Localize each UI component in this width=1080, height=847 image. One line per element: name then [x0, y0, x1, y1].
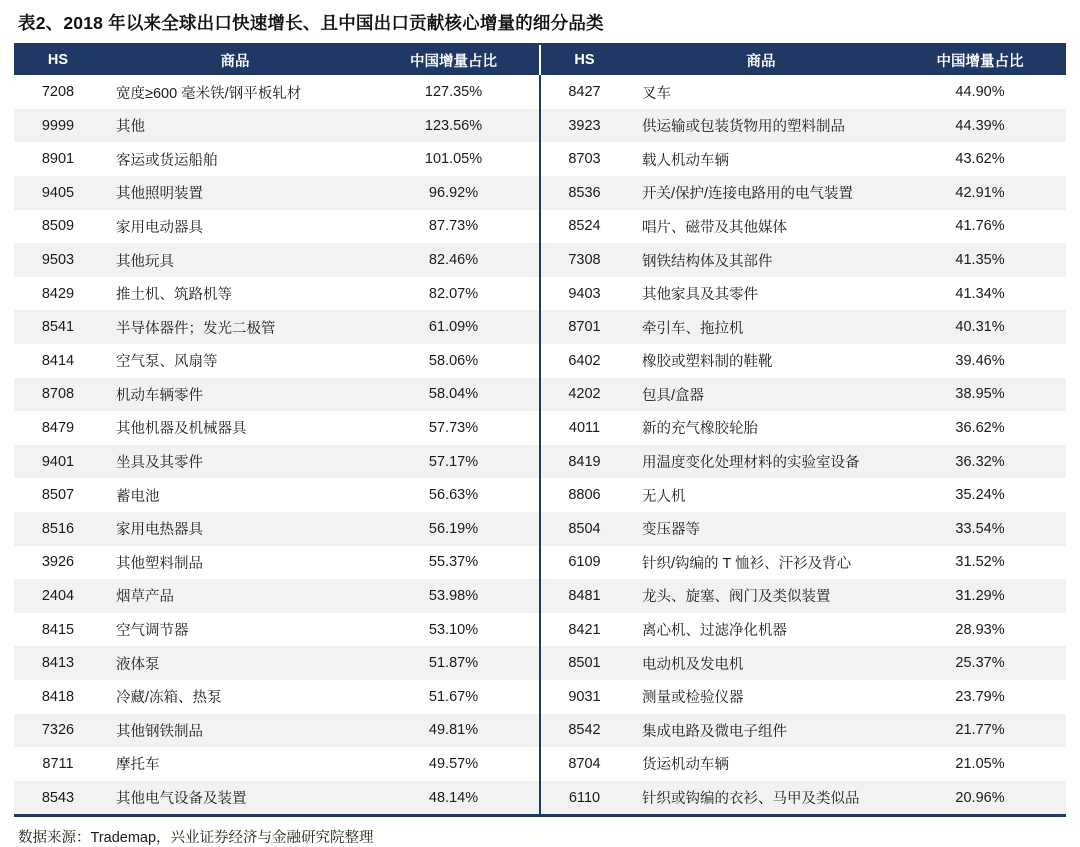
- cell-share-right: 38.95%: [894, 378, 1066, 412]
- cell-goods-left: 坐具及其零件: [102, 445, 368, 479]
- cell-share-left: 49.57%: [428, 755, 479, 772]
- cell-hs-right: 8536: [540, 176, 628, 210]
- cell-goods-right: 叉车: [642, 85, 671, 102]
- cell-hs-left: 9999: [14, 109, 102, 143]
- cell-hs-right: 4011: [540, 411, 628, 445]
- cell-hs-right: 6402: [540, 344, 628, 378]
- cell-share-right: 31.29%: [894, 579, 1066, 613]
- table-row: [14, 445, 1066, 479]
- table-header-row: [14, 45, 1066, 75]
- export-categories-table: [14, 45, 1066, 814]
- cell-share-left: 82.07%: [428, 285, 479, 302]
- cell-share-right: 33.54%: [894, 512, 1066, 546]
- cell-hs-right: 3923: [540, 109, 628, 143]
- cell-hs-right: 6109: [540, 546, 628, 580]
- cell-share-right: 39.46%: [955, 352, 1005, 369]
- cell-hs-left: 7326: [14, 714, 102, 748]
- cell-hs-left: 8543: [14, 781, 102, 815]
- cell-goods-right: 开关/保护/连接电路用的电气装置: [628, 176, 894, 210]
- cell-goods-right: 新的充气橡胶轮胎: [642, 421, 758, 438]
- cell-goods-right: 针织/钩编的 T 恤衫、汗衫及背心: [642, 555, 852, 572]
- cell-share-left: 123.56%: [368, 109, 540, 143]
- cell-goods-right: 离心机、过滤净化机器: [642, 623, 787, 640]
- table-row: [14, 142, 1066, 176]
- cell-share-left: 57.73%: [428, 419, 479, 436]
- cell-goods-left: 半导体器件；发光二极管: [102, 310, 368, 344]
- cell-hs-left: 9503: [14, 243, 102, 277]
- cell-share-left: 51.87%: [368, 646, 540, 680]
- table-row: [14, 546, 1066, 580]
- cell-goods-left: 其他电气设备及装置: [102, 781, 368, 815]
- cell-share-right: 40.31%: [894, 310, 1066, 344]
- cell-share-left: 51.67%: [428, 688, 479, 705]
- cell-hs-right: 8701: [540, 310, 628, 344]
- cell-hs-left: 8509: [41, 218, 75, 235]
- cell-goods-right: 电动机及发电机: [628, 646, 894, 680]
- table-row: [14, 378, 1066, 412]
- column-header-goods-right: 商品: [628, 45, 894, 75]
- table-header: [14, 45, 1066, 75]
- cell-share-right: 41.76%: [955, 218, 1005, 235]
- cell-hs-right: 7308: [540, 243, 628, 277]
- cell-hs-left: 8414: [41, 352, 75, 369]
- cell-goods-right: 供运输或包装货物用的塑料制品: [628, 109, 894, 143]
- cell-hs-left: 9401: [14, 445, 102, 479]
- cell-hs-left: 8415: [41, 621, 75, 638]
- source-note: 数据来源：Trademap，兴业证券经济与金融研究院整理: [18, 829, 374, 846]
- table-row: [14, 579, 1066, 613]
- cell-goods-left: 其他机器及机械器具: [116, 421, 247, 438]
- cell-hs-right: 8419: [540, 445, 628, 479]
- cell-hs-left: 8516: [14, 512, 102, 546]
- cell-share-left: 127.35%: [424, 84, 483, 101]
- table-row: [14, 344, 1066, 378]
- cell-hs-left: 3926: [41, 554, 75, 571]
- table-row: [14, 747, 1066, 781]
- table-row: [14, 613, 1066, 647]
- cell-share-right: 44.39%: [894, 109, 1066, 143]
- table-body: [14, 75, 1066, 814]
- cell-share-left: 87.73%: [428, 218, 479, 235]
- column-header-hs-left: HS: [14, 45, 102, 75]
- cell-share-left: 55.37%: [428, 554, 479, 571]
- cell-share-right: 21.05%: [955, 755, 1005, 772]
- cell-goods-right: 无人机: [642, 488, 686, 505]
- cell-share-left: 49.81%: [368, 714, 540, 748]
- cell-share-right: 44.90%: [955, 84, 1005, 101]
- cell-goods-left: 其他塑料制品: [116, 555, 203, 572]
- cell-goods-right: 用温度变化处理材料的实验室设备: [628, 445, 894, 479]
- table-row: [14, 646, 1066, 680]
- table-row: [14, 781, 1066, 815]
- cell-goods-right: 其他家具及其零件: [642, 287, 758, 304]
- cell-share-left: 56.19%: [368, 512, 540, 546]
- cell-share-left: 48.14%: [368, 781, 540, 815]
- page-title: 表2、2018 年以来全球出口快速增长、且中国出口贡献核心增量的细分品类: [18, 13, 604, 33]
- cell-share-right: 42.91%: [894, 176, 1066, 210]
- cell-hs-left: 8901: [41, 151, 75, 168]
- cell-share-left: 56.63%: [428, 487, 479, 504]
- cell-goods-left: 其他: [102, 109, 368, 143]
- cell-goods-left: 客运或货运船舶: [116, 152, 218, 169]
- cell-goods-right: 变压器等: [628, 512, 894, 546]
- table-row: [14, 512, 1066, 546]
- cell-share-left: 53.10%: [428, 621, 479, 638]
- cell-goods-right: 集成电路及微电子组件: [628, 714, 894, 748]
- cell-hs-left: 8418: [41, 688, 75, 705]
- cell-share-right: 28.93%: [955, 621, 1005, 638]
- cell-hs-left: 8413: [14, 646, 102, 680]
- cell-share-left: 82.46%: [368, 243, 540, 277]
- cell-share-left: 61.09%: [368, 310, 540, 344]
- cell-share-right: 20.96%: [894, 781, 1066, 815]
- column-header-share-left: 中国增量占比: [368, 45, 540, 75]
- cell-share-right: 21.77%: [894, 714, 1066, 748]
- column-header-goods-left: 商品: [102, 45, 368, 75]
- cell-hs-right: 8501: [540, 646, 628, 680]
- cell-share-right: 43.62%: [955, 151, 1005, 168]
- cell-hs-left: 8507: [41, 487, 75, 504]
- cell-goods-left: 机动车辆零件: [102, 378, 368, 412]
- cell-hs-right: 4202: [540, 378, 628, 412]
- cell-goods-left: 液体泵: [102, 646, 368, 680]
- cell-hs-right: 8524: [540, 210, 628, 244]
- cell-goods-left: 蓄电池: [116, 488, 160, 505]
- cell-goods-right: 货运机动车辆: [642, 757, 729, 774]
- cell-goods-right: 钢铁结构体及其部件: [628, 243, 894, 277]
- cell-hs-right: 8481: [540, 579, 628, 613]
- cell-goods-left: 家用电热器具: [102, 512, 368, 546]
- cell-hs-left: 9405: [14, 176, 102, 210]
- cell-share-right: 23.79%: [955, 688, 1005, 705]
- cell-goods-right: 牵引车、拖拉机: [628, 310, 894, 344]
- cell-goods-right: 包具/盒器: [628, 378, 894, 412]
- cell-hs-right: 8421: [540, 613, 628, 647]
- cell-share-right: 31.52%: [955, 554, 1005, 571]
- cell-hs-left: 8429: [41, 285, 75, 302]
- cell-hs-left: 2404: [14, 579, 102, 613]
- cell-share-left: 57.17%: [368, 445, 540, 479]
- column-header-hs-right: HS: [540, 45, 628, 75]
- cell-hs-right: 9031: [540, 680, 628, 714]
- cell-goods-right: 针织或钩编的衣衫、马甲及类似品: [628, 781, 894, 815]
- table-row: [14, 310, 1066, 344]
- cell-share-left: 58.06%: [428, 352, 479, 369]
- cell-hs-left: 8711: [42, 755, 74, 772]
- cell-goods-right: 测量或检验仪器: [642, 690, 744, 707]
- cell-goods-left: 其他钢铁制品: [102, 714, 368, 748]
- table-row: [14, 75, 1066, 109]
- cell-goods-right: 载人机动车辆: [642, 152, 729, 169]
- cell-share-right: 41.35%: [894, 243, 1066, 277]
- column-header-share-right: 中国增量占比: [894, 45, 1066, 75]
- table-row: [14, 411, 1066, 445]
- cell-share-right: 36.32%: [894, 445, 1066, 479]
- cell-hs-left: 8708: [14, 378, 102, 412]
- cell-share-right: 35.24%: [955, 487, 1005, 504]
- cell-goods-left: 家用电动器具: [116, 219, 203, 236]
- cell-goods-left: 空气泵、风扇等: [116, 354, 218, 371]
- cell-goods-left: 空气调节器: [116, 623, 189, 640]
- cell-goods-right: 龙头、旋塞、阀门及类似装置: [628, 579, 894, 613]
- cell-goods-left: 烟草产品: [102, 579, 368, 613]
- cell-hs-right: 8806: [540, 478, 628, 512]
- cell-goods-left: 其他照明装置: [102, 176, 368, 210]
- cell-hs-right: 8504: [540, 512, 628, 546]
- table-row: [14, 243, 1066, 277]
- table-row: [14, 109, 1066, 143]
- cell-share-right: 41.34%: [955, 285, 1005, 302]
- cell-hs-right: 8427: [540, 75, 628, 109]
- cell-share-left: 101.05%: [424, 151, 483, 168]
- cell-hs-left: 7208: [41, 84, 75, 101]
- cell-goods-left: 摩托车: [116, 757, 160, 774]
- cell-hs-right: 9403: [540, 277, 628, 311]
- cell-share-left: 53.98%: [368, 579, 540, 613]
- table-row: [14, 714, 1066, 748]
- cell-goods-left: 推土机、筑路机等: [116, 287, 232, 304]
- table-row: [14, 176, 1066, 210]
- table-row: [14, 478, 1066, 512]
- cell-hs-right: 8542: [540, 714, 628, 748]
- table-row: [14, 210, 1066, 244]
- cell-hs-left: 8541: [14, 310, 102, 344]
- cell-goods-left: 其他玩具: [102, 243, 368, 277]
- cell-share-left: 96.92%: [368, 176, 540, 210]
- cell-share-right: 36.62%: [955, 419, 1005, 436]
- cell-hs-right: 6110: [540, 781, 628, 815]
- cell-hs-right: 8704: [540, 747, 628, 781]
- cell-goods-right: 唱片、磁带及其他媒体: [642, 219, 787, 236]
- table-row: [14, 277, 1066, 311]
- cell-hs-right: 8703: [540, 142, 628, 176]
- cell-hs-left: 8479: [41, 419, 75, 436]
- table-row: [14, 680, 1066, 714]
- cell-share-left: 58.04%: [368, 378, 540, 412]
- cell-goods-left: 宽度≥600 毫米铁/钢平板轧材: [116, 85, 302, 102]
- cell-goods-right: 橡胶或塑料制的鞋靴: [642, 354, 773, 371]
- cell-share-right: 25.37%: [894, 646, 1066, 680]
- cell-goods-left: 冷藏/冻箱、热泵: [116, 690, 222, 707]
